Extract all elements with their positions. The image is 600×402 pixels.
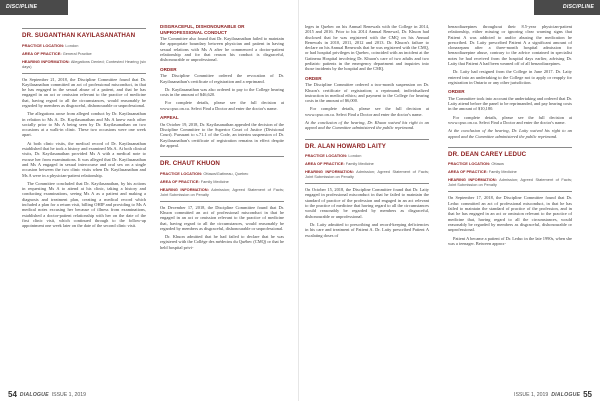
page-gutter <box>298 0 299 401</box>
body-paragraph: The allegations arose from alleged conduct by Dr. Kayilasanathan in relation to Ms A. Dr. Kayilasanathan and Ms A knew each other socially prior to Ms A being seen by Dr. Kayilasanathan on two occasions at a walk-in clinic. These two occasions were one week apart. <box>22 111 146 138</box>
case-name-leduc: DR. DEAN CAREY LEDUC <box>448 150 527 158</box>
body-paragraph: On September 17, 2018, the Discipline Committee found that Dr. Leduc committed an act of professional misconduct, in that he has failed to maintain the standard of practice of the profession, and in that he has engaged in an act or omission relevant to the practice of medicine that, having regard to all the circumstances, would reasonably be regarded by members as disgraceful, dishonourable or unprofessional. <box>448 195 572 233</box>
appeal-heading: APPEAL <box>160 115 179 121</box>
body-paragraph: The Committee concluded that Dr. Kayilasanathan, by his actions in requesting Ms A to attend at his clinic, taking a history and conducting examinations, seeing Ms A as a patient and making a diagnosis and treatment plan, creating a medical record which included a plan for a return visit, billing OHIP and providing to Ms A medical notes excusing her because of illness from examinations, established a doctor-patient relationship with her on the date of the first clinic visit, which continued through to the follow-up appointment one week later on the date of the second clinic visit. <box>22 180 146 229</box>
column-3 <box>305 24 429 241</box>
practice-location: PRACTICE LOCATION: London <box>305 153 362 159</box>
left-footer <box>8 388 86 401</box>
publication-name: DIALOGUE <box>19 391 49 398</box>
practice-location: PRACTICE LOCATION: London <box>22 42 79 48</box>
finding-heading: DISGRACEFUL, DISHONOURABLE OR UNPROFESSIONAL CONDUCT <box>160 24 245 35</box>
page-number-left: 54 <box>8 390 17 399</box>
area-of-practice: AREA OF PRACTICE: Family Medicine <box>305 161 374 167</box>
conclusion-note: At the conclusion of the hearing, Dr. Laity waived his right to an appeal and the Committee administered the public reprimand. <box>448 128 572 139</box>
body-paragraph: On October 15, 2018, the Discipline Committee found that Dr. Laity engaged in professional misconduct in that he failed to maintain the standard of practice of the profession and engaged in an act relevant to the practice of medicine that having regard to all the circumstances would reasonably be regarded by members as disgraceful, dishonourable or unprofessional. <box>305 187 429 219</box>
issue-label: ISSUE 1, 2019 <box>514 391 549 398</box>
column-1 <box>22 24 146 232</box>
section-rule <box>160 156 284 157</box>
body-paragraph: The Discipline Committee ordered a two-month suspension on Dr. Khuon's certificate of registration; a reprimand; individualized instruction in medical ethics; and payment to the College for hearing costs in the amount of $6,000. <box>305 82 429 104</box>
hearing-information: HEARING INFORMATION: Allegations Denied; Contested Hearing (six days) <box>22 58 146 69</box>
section-rule <box>22 73 146 74</box>
body-paragraph: The Committee took into account the undertaking and ordered that Dr. Laity attend before the panel to be reprimanded, and pay hearing costs in the amount of $10,180. <box>448 95 572 112</box>
order-heading: ORDER <box>448 89 465 95</box>
conclusion-note: At the conclusion of the hearing, Dr. Khuon waived his right to an appeal and the Committee administered the public reprimand. <box>305 120 429 131</box>
right-footer <box>514 388 592 401</box>
order-heading: ORDER <box>160 66 177 72</box>
body-paragraph: Dr. Khuon admitted that he had failed to declare that he was registered with the Collège des médecins du Québec (CMQ) or that he held hospital privi- <box>160 234 284 250</box>
area-of-practice: AREA OF PRACTICE: General Practice <box>22 50 92 56</box>
case-name-kayilasanathan: DR. SUGANTHAN KAYILASANATHAN <box>22 32 136 39</box>
practice-location: PRACTICE LOCATION: Ottawa/Gatineau, Quebec <box>160 170 249 176</box>
body-paragraph: For complete details, please see the full decision at www.cpso.on.ca. Select Find a Doctor and enter the doctor's name. <box>448 114 572 126</box>
area-of-practice: AREA OF PRACTICE: Family Medicine <box>160 178 229 184</box>
case-name-khuon: DR. CHAUT KHUON <box>160 160 220 168</box>
hearing-information: HEARING INFORMATION: Admission; Agreed Statement of Facts; Joint Submission on Penalty <box>160 186 284 197</box>
hearing-information: HEARING INFORMATION: Admission; Agreed Statement of Facts; Joint Submission on Penalty <box>448 177 572 188</box>
hearing-information: HEARING INFORMATION: Admission; Agreed Statement of Facts; Joint Submission on Penalty <box>305 169 429 180</box>
body-paragraph: Dr. Kayilasanathan was also ordered to pay to the College hearing costs in the amount of $46,620. <box>160 86 284 98</box>
column-4 <box>448 24 572 249</box>
right-section-banner: DISCIPLINE SUMMARIES <box>534 0 600 15</box>
case-name-laity: DR. ALAN HOWARD LAITY <box>305 142 386 150</box>
section-rule <box>160 201 284 202</box>
publication-name: DIALOGUE <box>551 391 581 398</box>
area-of-practice: AREA OF PRACTICE: Family Medicine <box>448 169 517 175</box>
issue-label: ISSUE 1, 2019 <box>51 391 86 398</box>
page-number-right: 55 <box>583 390 592 399</box>
body-paragraph: For complete details, please see the full decision at www.cpso.on.ca. Select Find a Doctor and enter the doctor's name. <box>160 100 284 111</box>
order-heading: ORDER <box>305 75 322 81</box>
body-paragraph: Dr. Laity had resigned from the College in June 2017. Dr. Laity entered into an undertaking to the College not to apply or reapply for registration in Ontario or any other jurisdiction. <box>448 69 572 85</box>
section-rule <box>448 191 572 192</box>
section-rule <box>305 139 429 140</box>
body-paragraph: On October 19, 2018, Dr. Kayilasanathan appealed the decision of the Discipline Committee to the Superior Court of Justice (Divisional Court). Pursuant to s.71.1 of the Code, an interim suspension of Dr. Kayilasanathan's certificate of registration remains in effect despite the appeal. <box>160 121 284 148</box>
section-rule <box>305 183 429 184</box>
body-paragraph: benzodiazepines throughout their 8.5-year physician-patient relationship, either missing or ignoring clear warning signs that Patient A was addicted to and/or abusing the medication he prescribed. Dr. Laity prescribed Patient A a significant amount of clonazepam after a three-month hospital admission for benzodiazepine abuse, contrary to the advice contained in specialist notes he had received from the hospital days earlier, advising Dr. Laity that Patient A had been weaned off of all benzodiazepines. <box>448 24 572 67</box>
body-paragraph: The Committee also found that Dr. Kayilasanathan failed to maintain the appropriate boundary between physician and patient in having sexual relations with Ms A after he commenced a doctor-patient relationship and for that reason his conduct is disgraceful, dishonourable or unprofessional. <box>160 36 284 63</box>
body-paragraph: On September 21, 2018, the Discipline Committee found that Dr. Kayilasanathan committed an act of professional misconduct, in that he has engaged in the sexual abuse of a patient, and that he has engaged in an act or omission relevant to the practice of medicine that, having regard to all the circumstances, would reasonably be regarded by members as disgraceful, dishonourable or unprofessional. <box>22 76 146 108</box>
body-paragraph: On December 17, 2018, the Discipline Committee found that Dr. Khuon committed an act of professional misconduct in that he engaged in an act or omission relevant to the practice of medicine that, having regard to all the circumstances, would reasonably be regarded by members as disgraceful, dishonourable or unprofessional. <box>160 204 284 231</box>
body-paragraph: Patient A became a patient of Dr. Leduc in the late 1990s, when she was a teenager. Between approx- <box>448 235 572 246</box>
practice-location: PRACTICE LOCATION: Ottawa <box>448 161 504 167</box>
body-paragraph: The Discipline Committee ordered the revocation of Dr. Kayilasanathan's certificate of registration and a reprimand. <box>160 73 284 84</box>
body-paragraph: At both clinic visits, the medical record of Dr. Kayilasanathan established that he took a history and examined Ms A. At both clinical visits, Dr. Kayilasanathan provided Ms A with a medical note to excuse her from examinations. It was alleged that Dr. Kayilasanathan and Ms A engaged in sexual intercourse and oral sex on a single occasion between the two clinic visits when Dr. Kayilasanathan and Ms A were in a physician-patient relationship. <box>22 140 146 178</box>
left-section-banner: DISCIPLINE SUMMARIES <box>0 0 68 15</box>
section-rule <box>448 147 572 148</box>
body-paragraph: For complete details, please see the full decision at www.cpso.on.ca. Select Find a Doctor and enter the doctor's name. <box>305 106 429 117</box>
body-paragraph: leges in Quebec on his Annual Renewals with the College in 2014, 2015 and 2016. Prior to his 2014 Annual Renewal, Dr. Khuon had disclosed that he was registered with the CMQ on his Annual Renewals in 2010, 2011, 2012 and 2013. Dr. Khuon's failure to declare on his Annual Renewals that he was registered with the CMQ, or had hospital privileges in Quebec, coincided with an incident at the Gatineau Hospital involving Dr. Khuon's care of two adults and two pediatric patients in the emergency department and inquiries into those incidents by the hospital and the CMQ. <box>305 24 429 72</box>
body-paragraph: Dr. Laity admitted to prescribing and record-keeping deficiencies in his care and treatment of Patient A. Dr. Laity prescribed Patient A escalating doses of <box>305 221 429 238</box>
section-rule <box>22 28 146 29</box>
column-2 <box>160 24 284 253</box>
